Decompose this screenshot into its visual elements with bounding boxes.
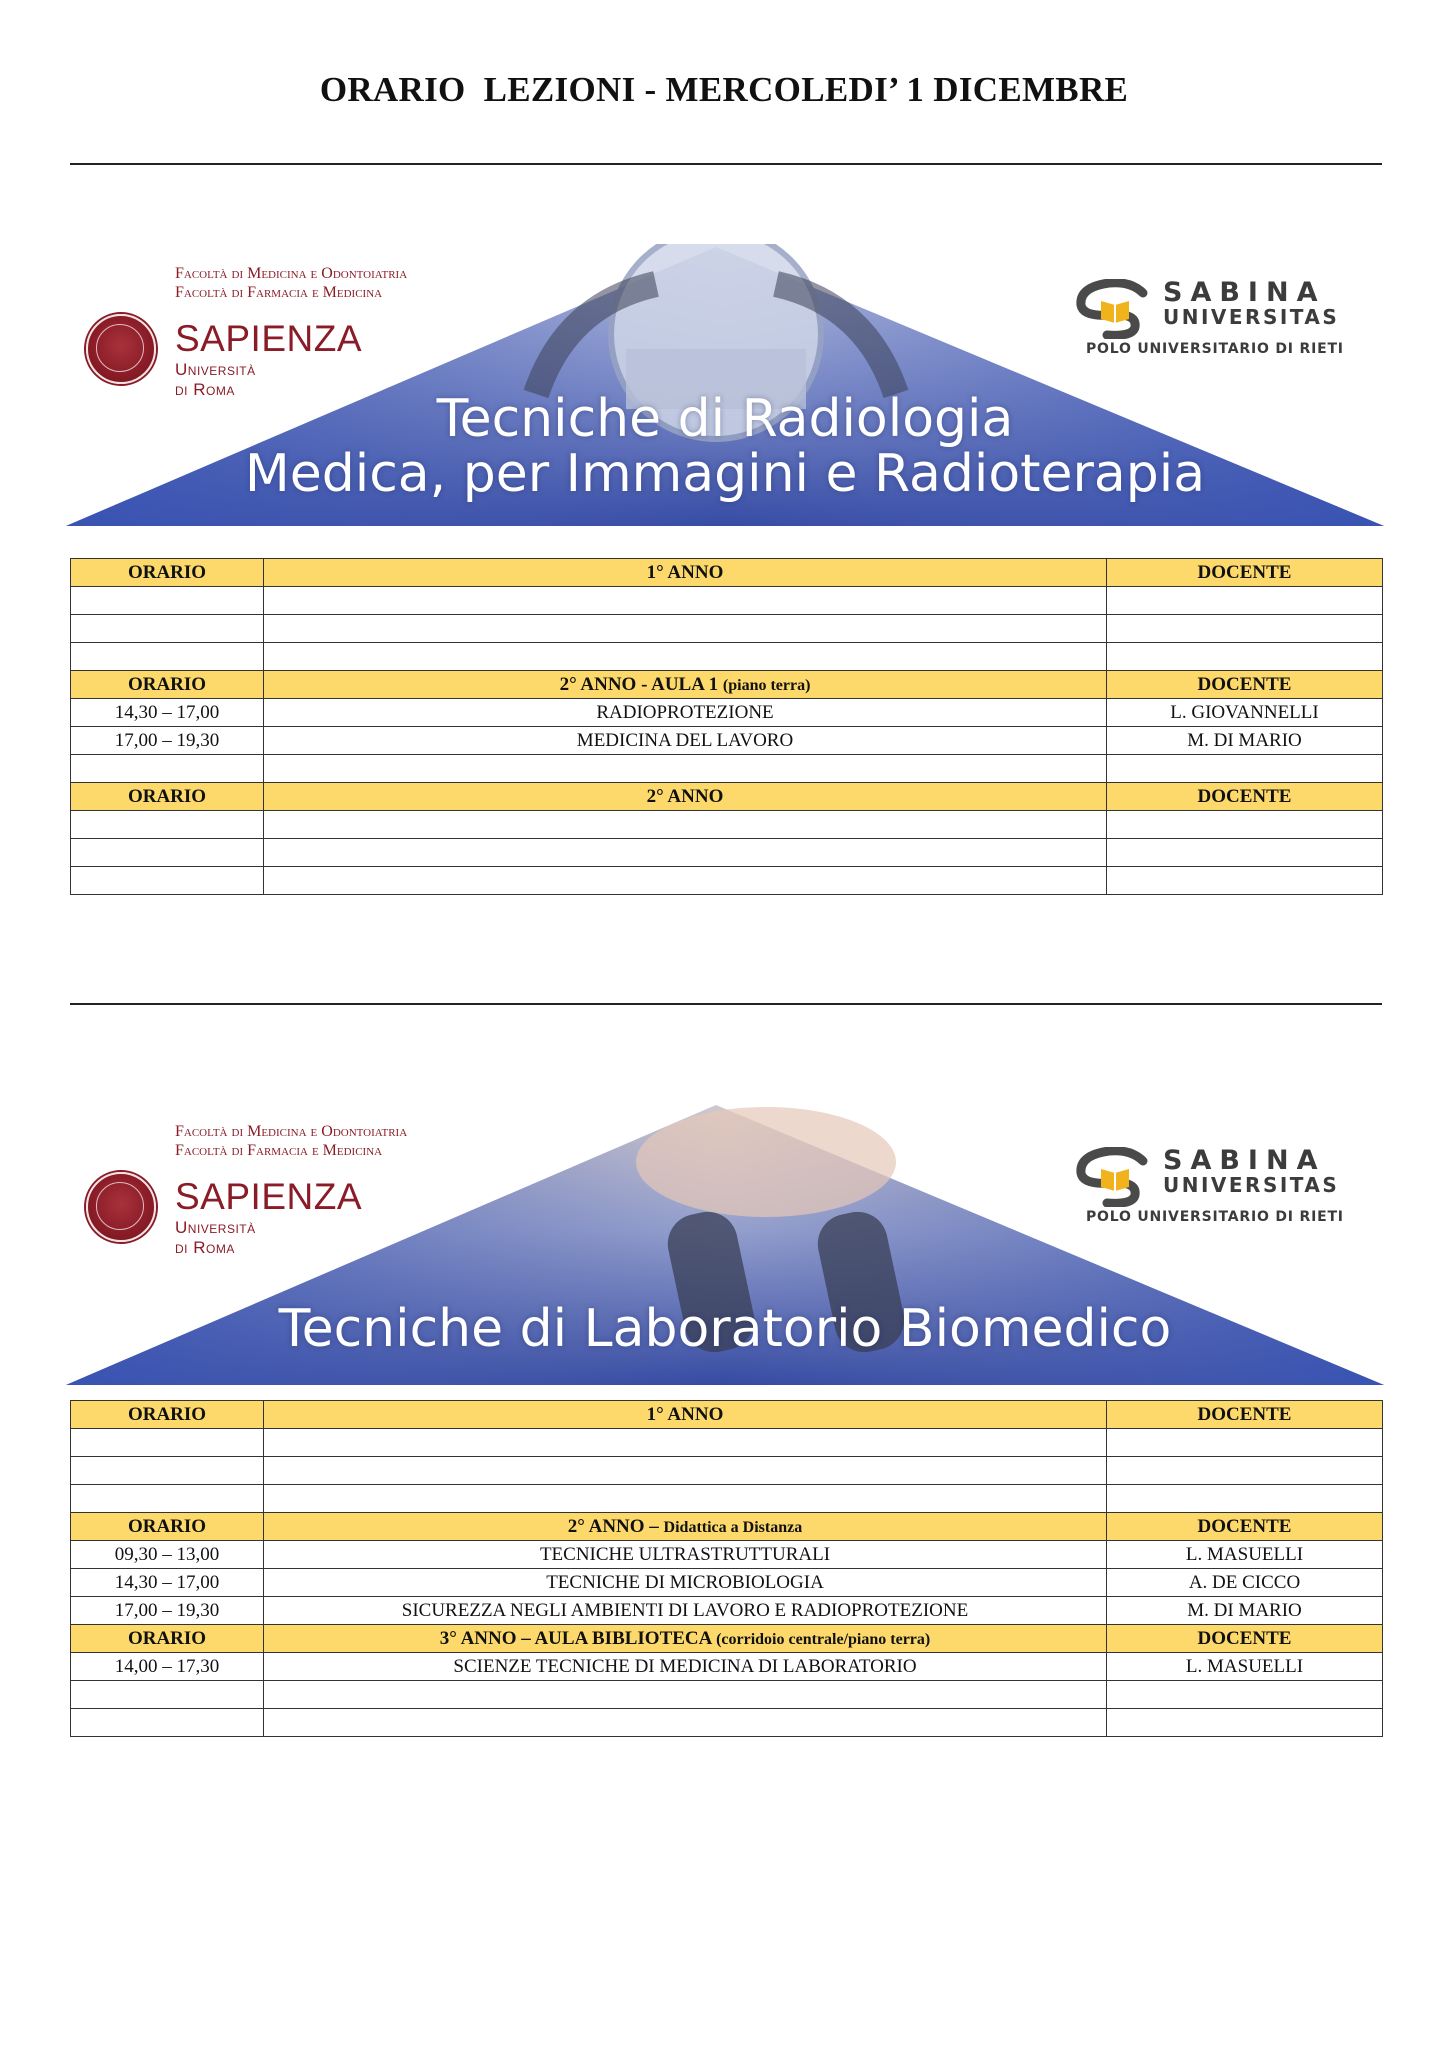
cell-course: TECNICHE DI MICROBIOLOGIA [264, 1569, 1107, 1597]
header-year: 1° ANNO [264, 559, 1107, 587]
cell-course: SICUREZZA NEGLI AMBIENTI DI LAVORO E RADIOPROTEZIONE [264, 1597, 1107, 1625]
table-row [71, 1681, 1383, 1709]
table-header-row [71, 1401, 1383, 1429]
faculty-line2: Facoltà di Farmacia e Medicina [175, 1142, 383, 1159]
cell-teacher: L. GIOVANNELLI [1107, 699, 1383, 727]
faculty-line1: Facoltà di Medicina e Odontoiatria [175, 265, 408, 282]
table-row [71, 615, 1383, 643]
table-header-row [71, 671, 1383, 699]
sabina-logo [1071, 1147, 1371, 1237]
cell-time: 09,30 – 13,00 [71, 1541, 264, 1569]
cell-time: 14,30 – 17,00 [71, 1569, 264, 1597]
table-row [71, 1597, 1383, 1625]
table-header-row [71, 783, 1383, 811]
table-row [71, 1541, 1383, 1569]
table-row [71, 1709, 1383, 1737]
header-time: ORARIO [71, 783, 264, 811]
header-time: ORARIO [71, 671, 264, 699]
table-row [71, 839, 1383, 867]
cell-teacher: L. MASUELLI [1107, 1653, 1383, 1681]
table-row [71, 1569, 1383, 1597]
table-header-row [71, 559, 1383, 587]
sapienza-name: SAPIENZA [175, 318, 362, 359]
header-time: ORARIO [71, 1401, 264, 1429]
sabina-name: SABINA [1163, 1145, 1326, 1176]
table-row [71, 1653, 1383, 1681]
table-row [71, 587, 1383, 615]
banner-title-line1: Tecniche di Radiologia [436, 389, 1014, 449]
sapienza-name: SAPIENZA [175, 1176, 362, 1217]
faculty-line2: Facoltà di Farmacia e Medicina [175, 284, 383, 301]
schedule-table-laboratorio [70, 1400, 1383, 1737]
table-row [71, 867, 1383, 895]
sapienza-seal-icon [86, 1172, 156, 1242]
table-row [71, 811, 1383, 839]
divider [70, 1003, 1382, 1005]
cell-course: MEDICINA DEL LAVORO [264, 727, 1107, 755]
header-year: 2° ANNO - AULA 1 (piano terra) [264, 671, 1107, 699]
header-year: 2° ANNO [264, 783, 1107, 811]
table-row [71, 643, 1383, 671]
header-teacher: DOCENTE [1107, 1625, 1383, 1653]
sabina-subtitle: POLO UNIVERSITARIO DI RIETI [1086, 341, 1344, 357]
header-time: ORARIO [71, 1513, 264, 1541]
header-year: 3° ANNO – AULA BIBLIOTECA (corridoio centrale/piano terra) [264, 1625, 1107, 1653]
page-title: ORARIO LEZIONI - MERCOLEDI’ 1 DICEMBRE [319, 70, 1129, 109]
sabina-name2: UNIVERSITAS [1163, 1173, 1340, 1197]
header-teacher: DOCENTE [1107, 1513, 1383, 1541]
banner-laboratorio [66, 1102, 1384, 1385]
header-teacher: DOCENTE [1107, 559, 1383, 587]
banner-title-line2: Medica, per Immagini e Radioterapia [244, 443, 1206, 504]
header-year: 1° ANNO [264, 1401, 1107, 1429]
cell-time: 14,30 – 17,00 [71, 699, 264, 727]
cell-teacher: M. DI MARIO [1107, 727, 1383, 755]
cell-teacher: L. MASUELLI [1107, 1541, 1383, 1569]
sabina-book-icon [1071, 1147, 1166, 1207]
sapienza-subtitle: Università di Roma [175, 360, 256, 399]
sabina-subtitle: POLO UNIVERSITARIO DI RIETI [1086, 1209, 1344, 1225]
header-year: 2° ANNO – Didattica a Distanza [264, 1513, 1107, 1541]
cell-teacher: M. DI MARIO [1107, 1597, 1383, 1625]
header-teacher: DOCENTE [1107, 783, 1383, 811]
table-row [71, 727, 1383, 755]
sapienza-subtitle: Università di Roma [175, 1218, 256, 1257]
table-row [71, 1485, 1383, 1513]
table-row [71, 755, 1383, 783]
banner-title-line1: Tecniche di Laboratorio Biomedico [278, 1299, 1172, 1359]
table-header-row [71, 1625, 1383, 1653]
header-time: ORARIO [71, 1625, 264, 1653]
table-header-row [71, 1513, 1383, 1541]
header-teacher: DOCENTE [1107, 671, 1383, 699]
schedule-table-radiologia [70, 558, 1383, 895]
cell-course: RADIOPROTEZIONE [264, 699, 1107, 727]
banner-radiologia [66, 244, 1384, 526]
cell-teacher: A. DE CICCO [1107, 1569, 1383, 1597]
cell-course: SCIENZE TECNICHE DI MEDICINA DI LABORATORIO [264, 1653, 1107, 1681]
cell-time: 17,00 – 19,30 [71, 727, 264, 755]
header-teacher: DOCENTE [1107, 1401, 1383, 1429]
table-row [71, 1457, 1383, 1485]
cell-time: 17,00 – 19,30 [71, 1597, 264, 1625]
header-time: ORARIO [71, 559, 264, 587]
sabina-name2: UNIVERSITAS [1163, 305, 1340, 329]
cell-course: TECNICHE ULTRASTRUTTURALI [264, 1541, 1107, 1569]
table-row [71, 1429, 1383, 1457]
table-row [71, 699, 1383, 727]
sapienza-seal-icon [86, 314, 156, 384]
sabina-name: SABINA [1163, 277, 1326, 308]
divider [70, 163, 1382, 165]
cell-time: 14,00 – 17,30 [71, 1653, 264, 1681]
faculty-line1: Facoltà di Medicina e Odontoiatria [175, 1123, 408, 1140]
sabina-book-icon [1071, 279, 1166, 339]
sabina-logo [1071, 279, 1371, 369]
